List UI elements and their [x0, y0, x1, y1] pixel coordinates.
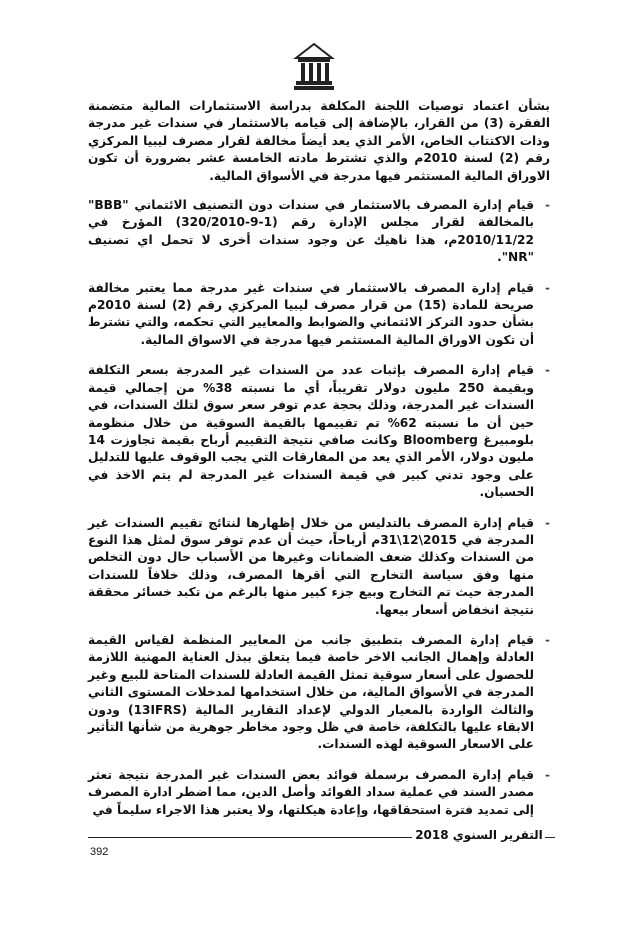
finding-item [88, 362, 550, 501]
finding-text: قيام إدارة المصرف برسملة فوائد بعض السندات غير المدرجة نتيجة تعثر مصدر السند في عملية سداد الفوائد وأصل الدين، مما اضطر ادارة المصرف إلى تمديد فترة استحقاقها، وإعادة هيكلتها، ولا يعتبر هذا الاجراء سليماً في [88, 767, 534, 817]
footer-divider-short [545, 837, 555, 838]
finding-text: قيام إدارة المصرف بإثبات عدد من السندات غير المدرجة بسعر التكلفة وبقيمة 250 مليون دولار تقريباً، أي ما نسبته 38% من إجمالي قيمة السندات غير المدرجة، وذلك بحجة عدم توفر سعر سوق لتلك السندات، في حين أن ما نسبته 62% تم تقييمها بالقيمة السوقية من خلال منظومة بلومبيرغ Bloomberg وكانت صافي نتيجة التقييم أرباح بقيمة تجاوزت 14 مليون دولار، الأمر الذي يعد من المفارقات التي يجب الوقوف عليها للتدليل على وجود تدني كبير في قيمة السندات غير المدرجة لم يتم الاخذ في الحسبان. [88, 363, 535, 500]
bullet-marker: - [545, 767, 550, 782]
finding-text: قيام إدارة المصرف بالاستثمار في سندات دون التصنيف الائتماني "BBB" بالمخالفة لقرار مجلس الإدارة رقم (1-9-320/2010) المؤرخ في 2010/11/22م، هذا ناهيك عن وجود سندات أخرى لا تحمل اي تصنيف "NR". [88, 198, 534, 265]
finding-item [88, 515, 550, 619]
footer-report-title: التقرير السنوي 2018 [415, 828, 543, 842]
bullet-marker: - [545, 198, 550, 213]
footer-divider [88, 837, 412, 838]
document-body [88, 98, 550, 832]
intro-paragraph: بشأن اعتماد توصيات اللجنة المكلفة بدراسة الاستثمارات المالية متضمنة الفقرة (3) من القرار، بالإضافة إلى قيامه بالاستثمار في سندات غير مدرجة وذات الاكتتاب الخاص، الأمر الذي يعد أيضاً مخالفة لقرار مصرف ليبيا المركزي رقم (2) لسنة 2010م والذي تشترط مادته الخامسة عشر بضرورة أن تكون الاوراق المالية المستثمر فيها مدرجة في الأسواق المالية. [88, 99, 551, 183]
institution-emblem-icon [292, 42, 336, 92]
bullet-marker: - [545, 632, 550, 647]
finding-text: قيام إدارة المصرف بتطبيق جانب من المعايير المنظمة لقياس القيمة العادلة وإهمال الجانب الاخر خاصة فيما يتعلق ببذل العناية المهنية اللازمة للحصول على أسعار سوقية تمثل القيمة العادلة للسندات المتاحة للبيع وغير المدرجة في الأسواق المالية، من خلال استخدامها لمدخلات المستوى الثاني والثالث الواردة بالمعيار الدولي لإعداد التقارير المالية (13IFRS) ودون الابقاء عليها بالتكلفة، خاصة في ظل وجود مخاطر جوهرية من شأنها التأثير على الاسعار السوقية لهذه السندات. [88, 632, 534, 752]
bullet-marker: - [545, 280, 550, 295]
finding-text: قيام إدارة المصرف بالتدليس من خلال إظهارها لنتائج تقييم السندات غير المدرجة في 2015\12\31م أرباحاً، حيث أن عدم توفر سوق لمثل هذا النوع من السندات وكذلك ضعف الضمانات وغيرها من الأسباب حال دون التخلص منها وفق سياسة التخارج التي أقرها المصرف، وذلك خلافاً للسندات المدرجة حيث تم التخارج وبيع جزء كبير منها بالرغم من تكبد خسائر محققة نتيجة انخفاض أسعار بيعها. [88, 515, 534, 617]
finding-text: قيام إدارة المصرف بالاستثمار في سندات غير مدرجة مما يعتبر مخالفة صريحة للمادة (15) من قرار مصرف ليبيا المركزي رقم (2) لسنة 2010م بشأن حدود التركز الائتماني والضوابط والمعايير التي تحكمه، والتي تشترط أن تكون الاوراق المالية المستثمر فيها مدرجة في الاسواق المالية. [88, 280, 534, 347]
finding-item [88, 632, 550, 754]
bullet-marker: - [545, 515, 550, 530]
bullet-marker: - [545, 363, 550, 378]
page-number: 392 [90, 846, 109, 858]
finding-item [88, 197, 550, 267]
finding-item [88, 767, 550, 819]
finding-item [88, 280, 550, 350]
